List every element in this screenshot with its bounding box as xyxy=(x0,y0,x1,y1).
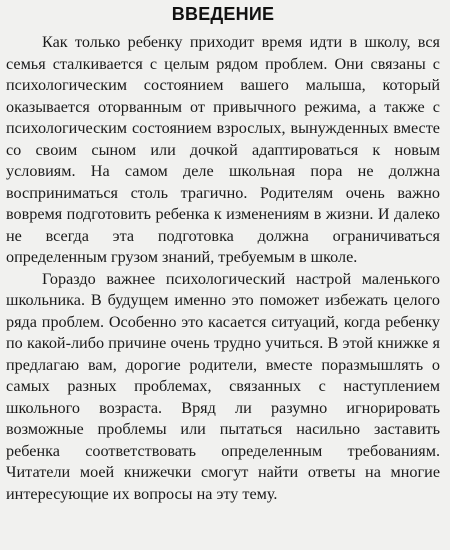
paragraph-psychology: Гораздо важнее психологический настрой маленького школьника. В будущем именно это поможет избежать целого ряда проблем. Особенно это касается ситуаций, когда ребенку по какой-либо причине очень трудно учиться. В этой книжке я предлагаю вам, дорогие родители, вместе поразмышлять о самых разных проблемах, связанных с наступлением школьного возраста. Вряд ли разумно игнорировать возможные проблемы или пытаться насильно заставить ребенка соответствовать определенным требованиям. Читатели моей книжечки смогут найти ответы на многие интересующие их вопросы на эту тему. xyxy=(6,269,440,503)
section-title: ВВЕДЕНИЕ xyxy=(171,4,275,24)
paragraph-intro: Как только ребенку приходит время идти в школу, вся семья сталкивается с целым рядом проблем. Они связаны с психологическим состоянием вашего малыша, который оказывается оторванным от привычного режима, а также с психологическим состоянием взрослых, вынужденных вместе со своим сыном или дочкой адаптироваться к новым условиям. На самом деле школьная пора не должна восприниматься столь трагично. Родителям очень важно вовремя подготовить ребенка к изменениям в жизни. И далеко не всегда эта подготовка должна ограничиваться определенным грузом знаний, требуемым в школе. xyxy=(6,33,440,266)
